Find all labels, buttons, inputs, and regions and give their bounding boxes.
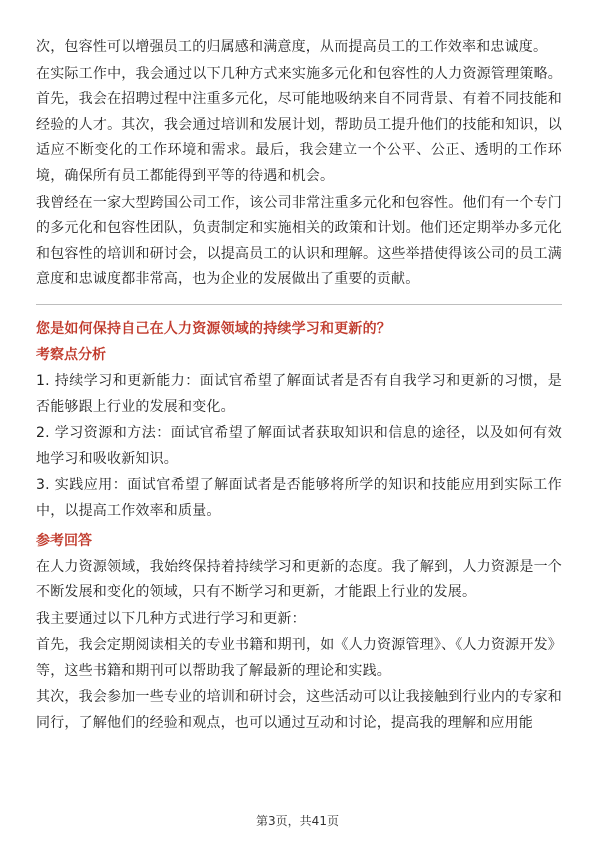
answer-paragraph: 在人力资源领域，我始终保持着持续学习和更新的态度。我了解到，人力资源是一个不断发展和变化的领域，只有不断学习和更新，才能跟上行业的发展。 <box>36 558 562 601</box>
question-title: 您是如何保持自己在人力资源领域的持续学习和更新的？ <box>36 320 391 337</box>
intro-paragraph: 在实际工作中，我会通过以下几种方式来实施多元化和包容性的人力资源管理策略。首先，我会在招聘过程中注重多元化，尽可能地吸纳来自不同背景、有着不同技能和经验的人才。其次，我会通过培训和发展计划，帮助员工提升他们的技能和知识，以适应不断变化的工作环境和需求。最后，我会建立一个公平、公正、透明的工作环境，确保所有员工都能得到平等的待遇和机会。 <box>36 65 562 184</box>
analysis-point: 3. 实践应用：面试官希望了解面试者是否能够将所学的知识和技能应用到实际工作中，以提高工作效率和质量。 <box>36 477 562 519</box>
answer-heading: 参考回答 <box>36 532 92 549</box>
answer-paragraph: 我主要通过以下几种方式进行学习和更新： <box>36 610 306 627</box>
intro-paragraph: 次，包容性可以增强员工的归属感和满意度，从而提高员工的工作效率和忠诚度。 <box>36 39 548 55</box>
analysis-heading: 考察点分析 <box>36 346 106 363</box>
analysis-point: 2. 学习资源和方法：面试官希望了解面试者获取知识和信息的途径，以及如何有效地学习和吸收新知识。 <box>36 425 562 467</box>
intro-paragraph: 我曾经在一家大型跨国公司工作，该公司非常注重多元化和包容性。他们有一个专门的多元化和包容性团队，负责制定和实施相关的政策和计划。他们还定期举办多元化和包容性的培训和研讨会，以提高员工的认识和理解。这些举措使得该公司的员工满意度和忠诚度都非常高，也为企业的发展做出了重要的贡献。 <box>36 194 562 288</box>
analysis-point: 1. 持续学习和更新能力：面试官希望了解面试者是否有自我学习和更新的习惯，是否能够跟上行业的发展和变化。 <box>36 372 562 415</box>
page-content <box>36 35 562 738</box>
section-divider <box>36 304 562 305</box>
page-number: 第3页，共41页 <box>256 814 339 828</box>
answer-paragraph: 其次，我会参加一些专业的培训和研讨会，这些活动可以让我接触到行业内的专家和同行，了解他们的经验和观点，也可以通过互动和讨论，提高我的理解和应用能 <box>36 689 562 732</box>
answer-paragraph: 首先，我会定期阅读相关的专业书籍和期刊，如《人力资源管理》、《人力资源开发》等，这些书籍和期刊可以帮助我了解最新的理论和实践。 <box>36 637 562 679</box>
